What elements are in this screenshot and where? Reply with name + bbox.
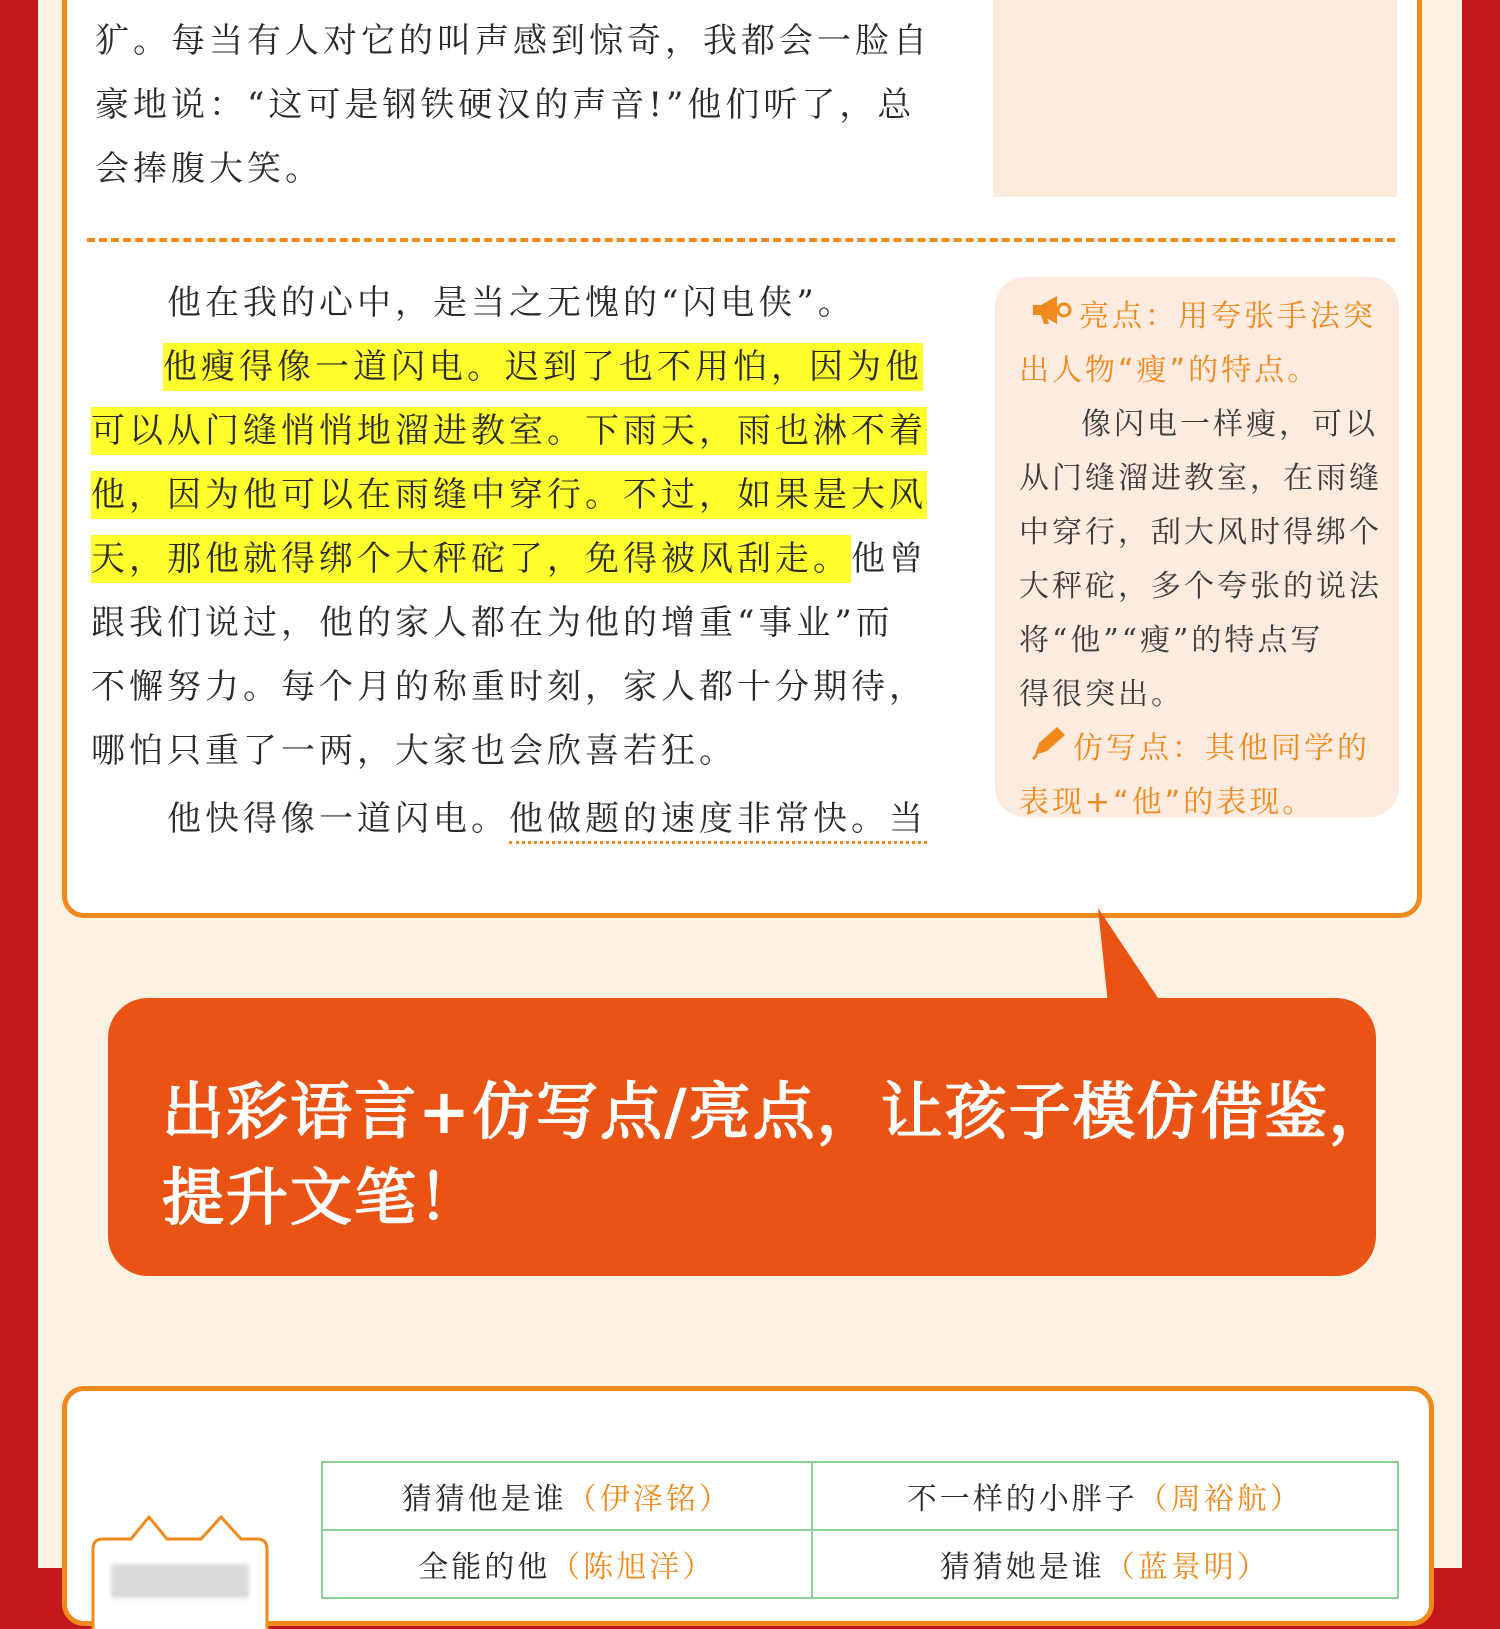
dashed-divider [87, 238, 1395, 242]
essay-intro: 他在我的心中，是当之无愧的“闪电侠”。 [167, 283, 856, 323]
note-body-line: 将“他”“瘦”的特点写 [1019, 623, 1324, 658]
side-note-panel-top [993, 0, 1397, 197]
essay-author: （周裕航） [1137, 1482, 1303, 1517]
highlighted-sentence [91, 467, 927, 516]
banner-headline: 出彩语言+仿写点/亮点，让孩子模仿借鉴， [162, 1075, 1393, 1148]
note-body-line: 得很突出。 [1019, 677, 1184, 712]
essay-line: 犷。每当有人对它的叫声感到惊奇，我都会一脸自 [95, 21, 931, 61]
essay-author: （陈旭洋） [550, 1550, 716, 1585]
banner-tail [1098, 900, 1168, 1004]
essay-author: （蓝景明） [1104, 1550, 1270, 1585]
essay-title: 不一样的小胖子 [906, 1482, 1138, 1517]
essay-card [62, 0, 1422, 918]
pencil-icon [1029, 725, 1067, 761]
feature-banner [108, 998, 1393, 1276]
contents-table [321, 1461, 1399, 1599]
essay-title: 猜猜他是谁 [401, 1482, 567, 1517]
highlighted-sentence [91, 403, 927, 452]
table-cell[interactable] [322, 1462, 812, 1530]
highlighted-sentence [163, 339, 923, 388]
table-row [322, 1530, 1398, 1598]
dotted-underline-text: 他做题的速度非常快。当 [509, 799, 927, 844]
essay-line: 豪地说：“这可是钢铁硬汉的声音!”他们听了，总 [95, 85, 916, 125]
megaphone-icon [1029, 293, 1073, 327]
essay-line: 跟我们说过，他的家人都在为他的增重“事业”而 [91, 603, 894, 643]
note-body-line: 像闪电一样瘦，可以 [1081, 407, 1378, 442]
table-cell[interactable] [812, 1530, 1398, 1598]
essay-line [91, 531, 927, 580]
side-annotation [995, 277, 1399, 820]
highlight-span: 天，那他就得绑个大秤砣了，免得被风刮走。 [91, 535, 851, 583]
essay-title: 全能的他 [418, 1550, 551, 1585]
essay-author: （伊泽铭） [566, 1482, 732, 1517]
essay-line: 不懈努力。每个月的称重时刻，家人都十分期待， [91, 667, 927, 707]
essay-line [167, 791, 927, 840]
highlight-span: 可以从门缝悄悄地溜进教室。下雨天，雨也淋不着 [91, 407, 927, 455]
note-body-line: 从门缝溜进教室，在雨缝 [1019, 461, 1382, 496]
highlight-note-title: 出人物“瘦”的特点。 [1019, 353, 1321, 388]
banner-headline: 提升文笔！ [162, 1161, 483, 1234]
imitate-note-title: 仿写点：其他同学的 [1073, 731, 1370, 766]
essay-title: 猜猜她是谁 [939, 1550, 1105, 1585]
essay-text: 他曾 [851, 539, 927, 579]
note-body-line: 中穿行，刮大风时得绑个 [1019, 515, 1382, 550]
essay-line: 会捧腹大笑。 [95, 149, 323, 189]
imitate-note-title: 表现+“他”的表现。 [1019, 785, 1316, 820]
contents-card [62, 1386, 1434, 1626]
table-row [322, 1462, 1398, 1530]
note-body-line: 大秤砣，多个夸张的说法 [1019, 569, 1382, 604]
highlight-note-title: 亮点：用夸张手法突 [1079, 299, 1376, 334]
essay-line: 哪怕只重了一两，大家也会欣喜若狂。 [91, 731, 737, 771]
table-cell[interactable] [812, 1462, 1398, 1530]
blurred-label [111, 1564, 249, 1598]
highlight-span: 他瘦得像一道闪电。迟到了也不用怕，因为他 [163, 343, 923, 391]
table-cell[interactable] [322, 1530, 812, 1598]
essay-text: 他快得像一道闪电。 [167, 799, 509, 839]
highlight-span: 他，因为他可以在雨缝中穿行。不过，如果是大风 [91, 471, 927, 519]
